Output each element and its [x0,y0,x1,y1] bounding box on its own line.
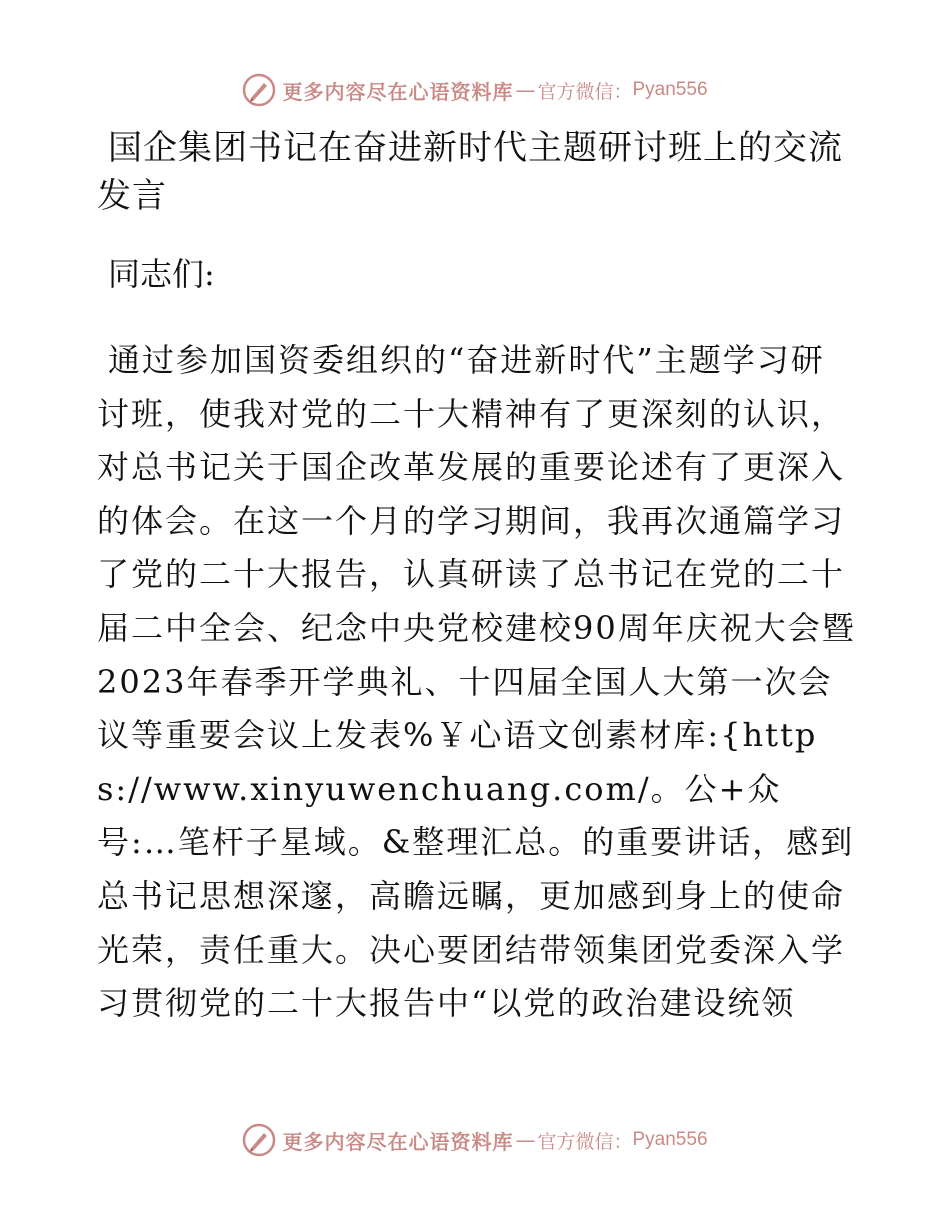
watermark-label: 官方微信： [537,80,633,103]
pen-logo-icon [242,1123,276,1157]
watermark-id: Pyan556 [632,1129,708,1150]
document-title: 国企集团书记在奋进新时代主题研讨班上的交流发言 [97,128,843,216]
watermark-id: Pyan556 [632,79,708,100]
watermark-main-text: 更多内容尽在心语资料库 [282,79,514,104]
watermark-main-text: 更多内容尽在心语资料库 [282,1129,514,1154]
document-body [97,124,857,1031]
watermark-separator: — [515,78,536,102]
body-paragraph: 通过参加国资委组织的“奋进新时代”主题学习研讨班，使我对党的二十大精神有了更深刻的认识，对总书记关于国企改革发展的重要论述有了更深入的体会。在这一个月的学习期间，我再次通篇学习了党的二十大报告，认真研读了总书记在党的二十届二中全会、纪念中央党校建校90周年庆祝大会暨2023年春季开学典礼、十四届全国人大第一次会议等重要会议上发表%￥心语文创素材库:{https://www.xinyuwenchuang.com/。公+众号:…笔杆子星域。&整理汇总。的重要讲话，感到总书记思想深邃，高瞻远瞩，更加感到身上的使命光荣，责任重大。决心要团结带领集团党委深入学习贯彻党的二十大报告中“以党的政治建设统领 [97,341,856,1023]
watermark-label: 官方微信： [537,1130,633,1153]
footer-watermark [0,1120,950,1160]
header-watermark [0,70,950,110]
greeting: 同志们: [108,255,215,293]
watermark-separator: — [515,1128,536,1152]
pen-logo-icon [242,73,276,107]
